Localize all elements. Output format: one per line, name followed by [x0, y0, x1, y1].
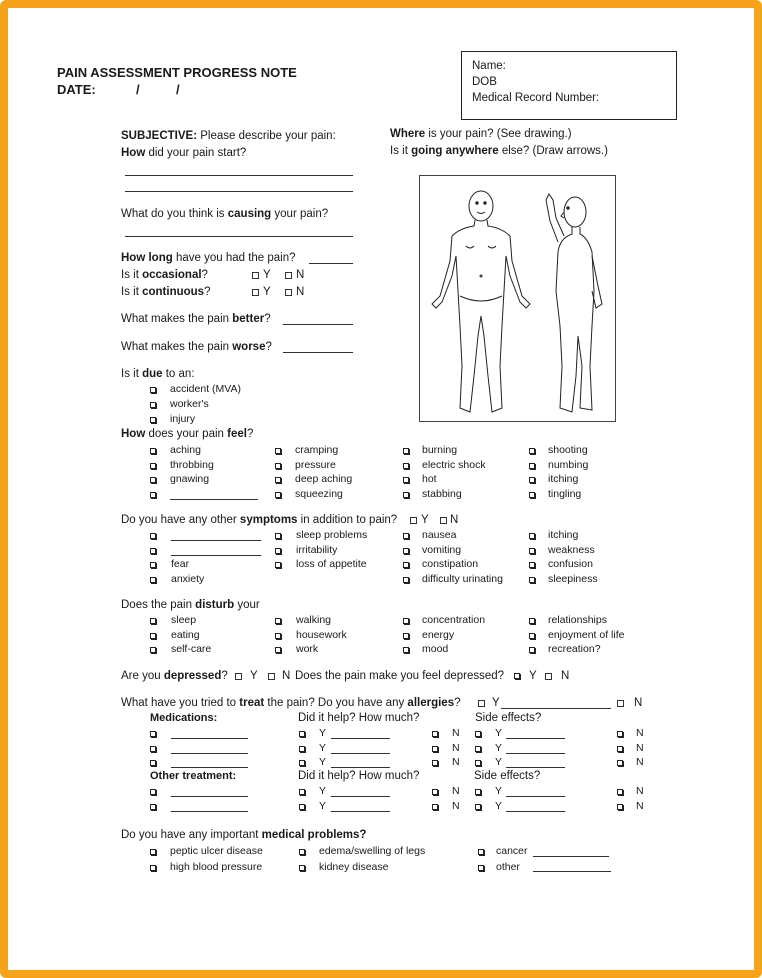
medication-side-line-1[interactable] — [506, 753, 565, 754]
feel-checkbox-1-0[interactable] — [150, 463, 156, 469]
feel-checkbox-0-3[interactable] — [529, 448, 535, 454]
how-start-text: did your pain start? — [145, 147, 247, 159]
other-treatment-name-line-0[interactable] — [171, 796, 248, 797]
continuous-no-label: N — [296, 286, 305, 298]
symptoms-option-2-1: loss of appetite — [296, 558, 367, 570]
disturb-option-1-0: eating — [171, 628, 200, 641]
feel-checkbox-3-0[interactable] — [150, 492, 156, 498]
feel-option-0-2: burning — [422, 444, 458, 456]
medical-option-1-2: other — [496, 860, 520, 873]
other-treatment-help-checkbox-1[interactable] — [299, 804, 305, 810]
disturb-option-1-1: housework — [296, 628, 347, 641]
due-option-workers: worker's — [170, 398, 209, 410]
medication-checkbox-0[interactable] — [150, 731, 156, 737]
due-bold: due — [142, 368, 163, 380]
medical-bold: medical problems? — [261, 829, 367, 841]
symptoms-text: in addition to pain? — [297, 514, 398, 526]
treat-bold: treat — [239, 697, 265, 709]
disturb-option-2-2: mood — [422, 643, 449, 655]
other-treatment-help-line-0[interactable] — [331, 796, 390, 797]
feel-checkbox-1-2[interactable] — [403, 463, 409, 469]
other-line[interactable] — [533, 871, 611, 872]
medication-side-line-0[interactable] — [506, 738, 565, 739]
other-treatment-help-no-checkbox-0[interactable] — [432, 789, 438, 795]
feel-bold: How — [121, 428, 146, 440]
medication-help-yes-0: Y — [319, 727, 327, 739]
where-bold: Where — [390, 128, 426, 140]
worse-line[interactable] — [283, 352, 353, 353]
disturb-checkbox-2-1[interactable] — [275, 647, 281, 653]
medication-side-no-checkbox-0[interactable] — [617, 731, 623, 737]
symptoms-checkbox-1-0[interactable] — [150, 548, 156, 554]
date-label: DATE: — [57, 82, 96, 97]
medication-side-checkbox-1[interactable] — [475, 746, 481, 752]
disturb-option-2-0: self-care — [171, 643, 212, 655]
medical-option-0-1: edema/swelling of legs — [319, 845, 426, 857]
symptoms-checkbox-1-3[interactable] — [529, 548, 535, 554]
symptoms-option-0-3: itching — [548, 529, 579, 541]
feel-option-2-0: gnawing — [170, 473, 210, 485]
subjective-heading — [121, 130, 336, 143]
symptoms-checkbox-2-2[interactable] — [403, 562, 409, 568]
medication-help-no-checkbox-2[interactable] — [432, 760, 438, 766]
medication-side-checkbox-2[interactable] — [475, 760, 481, 766]
how-long-line[interactable] — [309, 263, 353, 264]
medication-help-yes-2: Y — [319, 756, 327, 768]
medication-help-checkbox-1[interactable] — [299, 746, 305, 752]
depressed-bold: depressed — [163, 670, 222, 682]
medical-option-0-0: peptic ulcer disease — [170, 845, 263, 857]
how-start-bold: How — [121, 147, 146, 159]
feel-bold-2: feel — [227, 428, 247, 440]
symptoms-checkbox-2-1[interactable] — [275, 562, 281, 568]
symptoms-yes-checkbox[interactable] — [410, 517, 417, 524]
depressed-text: ? — [221, 670, 228, 682]
other-treatment-help-no-checkbox-1[interactable] — [432, 804, 438, 810]
allergies-no-checkbox[interactable] — [617, 700, 624, 707]
occasional-text: ? — [201, 269, 208, 281]
medical-option-0-2: cancer — [496, 845, 528, 857]
disturb-pre: Does the pain — [121, 599, 196, 611]
medication-side-checkbox-0[interactable] — [475, 731, 481, 737]
due-question — [121, 368, 195, 381]
symptoms-option-2-0: fear — [171, 558, 190, 570]
treat-question — [121, 697, 461, 710]
medication-help-checkbox-0[interactable] — [299, 731, 305, 737]
medical-checkbox-1-2[interactable] — [478, 865, 484, 871]
feel-option-3-1: squeezing — [295, 487, 343, 500]
medication-side-yes-1: Y — [495, 741, 503, 754]
medication-help-yes-1: Y — [319, 741, 327, 754]
disturb-checkbox-0-2[interactable] — [403, 618, 409, 624]
how-start-question — [121, 147, 246, 160]
medical-question — [121, 829, 366, 842]
occasional-bold: occasional — [142, 269, 202, 281]
treat-pre: What have you tried to — [121, 697, 240, 709]
medication-help-line-1[interactable] — [331, 753, 390, 754]
allergies-text: ? — [454, 697, 461, 709]
symptoms-no-checkbox[interactable] — [440, 517, 447, 524]
symptoms-option-3-3: sleepiness — [548, 572, 598, 585]
feel-option-2-2: hot — [422, 473, 437, 485]
where-text: is your pain? (See drawing.) — [425, 128, 572, 140]
disturb-checkbox-2-2[interactable] — [403, 647, 409, 653]
disturb-checkbox-2-3[interactable] — [529, 647, 535, 653]
symptoms-checkbox-1-1[interactable] — [275, 548, 281, 554]
body-front-icon — [420, 176, 615, 421]
symptoms-checkbox-1-2[interactable] — [403, 548, 409, 554]
symptoms-option-1-2: vomiting — [422, 543, 462, 556]
continuous-yes-label: Y — [263, 286, 271, 298]
medication-checkbox-2[interactable] — [150, 760, 156, 766]
depressed-no-label: N — [282, 670, 291, 682]
medication-help-no-1: N — [452, 741, 460, 754]
disturb-option-0-0: sleep — [171, 614, 197, 626]
disturb-option-1-2: energy — [422, 628, 455, 641]
symptoms-checkbox-3-0[interactable] — [150, 577, 156, 583]
other-treatment-side-line-0[interactable] — [506, 796, 565, 797]
allergies-bold: allergies — [407, 697, 455, 709]
allergies-yes-checkbox[interactable] — [478, 700, 485, 707]
feel-blank-line-3-0[interactable] — [170, 499, 258, 500]
symptoms-option-0-1: sleep problems — [296, 529, 368, 541]
disturb-option-0-1: walking — [296, 614, 332, 626]
dob-label: DOB — [472, 76, 497, 88]
going-pre: Is it — [390, 145, 412, 157]
disturb-checkbox-0-1[interactable] — [275, 618, 281, 624]
symptoms-bold: symptoms — [239, 514, 298, 526]
symptoms-pre: Do you have any other — [121, 514, 240, 526]
medication-side-no-checkbox-2[interactable] — [617, 760, 623, 766]
feel-option-1-2: electric shock — [422, 458, 486, 471]
depressed-yes-checkbox[interactable] — [235, 673, 242, 680]
due-option-injury: injury — [170, 413, 196, 425]
symptoms-option-1-1: irritability — [296, 543, 338, 556]
symptoms-checkbox-0-3[interactable] — [529, 533, 535, 539]
medication-side-no-2: N — [636, 756, 644, 768]
feel-option-1-1: pressure — [295, 458, 336, 471]
feel-checkbox-2-0[interactable] — [150, 477, 156, 483]
feel-checkbox-0-1[interactable] — [275, 448, 281, 454]
name-label: Name: — [472, 60, 506, 72]
symptoms-checkbox-0-2[interactable] — [403, 533, 409, 539]
medical-option-1-1: kidney disease — [319, 860, 389, 873]
disturb-checkbox-1-1[interactable] — [275, 633, 281, 639]
worse-bold: worse — [232, 341, 266, 353]
disturb-checkbox-0-3[interactable] — [529, 618, 535, 624]
feel-option-2-1: deep aching — [295, 473, 353, 485]
symptoms-blank-line-0-0[interactable] — [171, 540, 261, 541]
medication-help-checkbox-2[interactable] — [299, 760, 305, 766]
symptoms-option-1-3: weakness — [548, 543, 595, 556]
causing-question — [121, 208, 328, 221]
medications-help-header: Did it help? How much? — [298, 712, 420, 724]
other-treatment-side-line-1[interactable] — [506, 811, 565, 812]
symptoms-checkbox-2-3[interactable] — [529, 562, 535, 568]
depressed-pre: Are you — [121, 670, 164, 682]
disturb-option-2-3: recreation? — [548, 643, 601, 655]
pain-depressed-question: Does the pain make you feel depressed? — [295, 670, 505, 682]
pain-depressed-no-label: N — [561, 670, 570, 682]
symptoms-no-label: N — [450, 514, 459, 526]
medications-side-header: Side effects? — [475, 712, 542, 724]
date-slash-1: / — [136, 82, 140, 97]
medication-help-line-2[interactable] — [331, 767, 390, 768]
due-checkbox-injury[interactable] — [150, 417, 156, 423]
treat-text: the pain? Do you have any — [264, 697, 408, 709]
feel-text-2: ? — [246, 428, 254, 440]
disturb-option-1-3: enjoyment of life — [548, 628, 625, 641]
medication-side-no-checkbox-1[interactable] — [617, 746, 623, 752]
depressed-no-checkbox[interactable] — [268, 673, 275, 680]
symptoms-option-3-2: difficulty urinating — [422, 572, 503, 585]
other-treatment-label: Other treatment: — [150, 770, 237, 782]
medication-side-yes-2: Y — [495, 756, 503, 768]
subjective-text: Please describe your pain: — [197, 130, 336, 142]
continuous-question — [121, 286, 210, 299]
feel-option-0-1: cramping — [295, 444, 339, 456]
allergies-yes-label: Y — [492, 697, 500, 709]
disturb-checkbox-1-0[interactable] — [150, 633, 156, 639]
occasional-no-checkbox[interactable] — [285, 272, 292, 279]
better-pre: What makes the pain — [121, 313, 233, 325]
medical-option-1-0: high blood pressure — [170, 860, 263, 873]
disturb-checkbox-1-2[interactable] — [403, 633, 409, 639]
medication-help-no-0: N — [452, 727, 460, 739]
worse-question — [121, 341, 272, 354]
symptoms-option-2-3: confusion — [548, 558, 593, 570]
causing-line[interactable] — [125, 236, 353, 237]
feel-option-3-3: tingling — [548, 487, 582, 500]
symptoms-blank-line-1-0[interactable] — [171, 555, 261, 556]
due-checkbox-accident[interactable] — [150, 387, 156, 393]
pain-depressed-yes-checkbox[interactable] — [514, 673, 520, 679]
how-long-text: have you had the pain? — [172, 252, 296, 264]
how-long-question — [121, 252, 296, 265]
medical-checkbox-0-0[interactable] — [150, 849, 156, 855]
feel-option-1-3: numbing — [548, 458, 589, 471]
allergies-line[interactable] — [501, 708, 611, 709]
form-title: PAIN ASSESSMENT PROGRESS NOTE — [57, 65, 297, 80]
disturb-checkbox-1-3[interactable] — [529, 633, 535, 639]
continuous-yes-checkbox[interactable] — [252, 289, 259, 296]
disturb-bold: disturb — [195, 599, 235, 611]
disturb-checkbox-2-0[interactable] — [150, 647, 156, 653]
other-treatment-help-no-1: N — [452, 799, 460, 812]
medical-checkbox-0-1[interactable] — [299, 849, 305, 855]
other-treatment-side-header: Side effects? — [474, 770, 541, 782]
mrn-label: Medical Record Number: — [472, 92, 600, 104]
other-treatment-name-line-1[interactable] — [171, 811, 248, 812]
symptoms-option-3-0: anxiety — [171, 572, 205, 585]
symptoms-checkbox-3-3[interactable] — [529, 577, 535, 583]
feel-checkbox-2-2[interactable] — [403, 477, 409, 483]
occasional-no-label: N — [296, 269, 305, 281]
other-treatment-help-checkbox-0[interactable] — [299, 789, 305, 795]
where-question — [390, 128, 572, 141]
cancer-line[interactable] — [533, 856, 609, 857]
other-treatment-side-checkbox-1[interactable] — [475, 804, 481, 810]
other-treatment-checkbox-0[interactable] — [150, 789, 156, 795]
body-diagram[interactable] — [419, 175, 616, 422]
worse-text: ? — [265, 341, 272, 353]
causing-pre: What do you think is — [121, 208, 228, 220]
feel-checkbox-1-3[interactable] — [529, 463, 535, 469]
medications-label: Medications: — [150, 712, 218, 724]
other-treatment-side-checkbox-0[interactable] — [475, 789, 481, 795]
medication-help-no-2: N — [452, 756, 460, 768]
feel-option-0-0: aching — [170, 444, 201, 456]
depressed-yes-label: Y — [250, 670, 258, 682]
feel-checkbox-1-1[interactable] — [275, 463, 281, 469]
medication-side-yes-0: Y — [495, 727, 503, 739]
medication-help-no-checkbox-1[interactable] — [432, 746, 438, 752]
feel-checkbox-3-1[interactable] — [275, 492, 281, 498]
allergies-no-label: N — [634, 697, 643, 709]
feel-checkbox-3-3[interactable] — [529, 492, 535, 498]
symptoms-checkbox-3-2[interactable] — [403, 577, 409, 583]
feel-checkbox-2-1[interactable] — [275, 477, 281, 483]
feel-text: does your pain — [145, 428, 228, 440]
better-bold: better — [232, 313, 265, 325]
feel-option-2-3: itching — [548, 473, 579, 485]
occasional-yes-checkbox[interactable] — [252, 272, 259, 279]
medication-checkbox-1[interactable] — [150, 746, 156, 752]
symptoms-option-0-2: nausea — [422, 529, 457, 541]
due-checkbox-workers[interactable] — [150, 402, 156, 408]
medication-name-line-2[interactable] — [171, 767, 248, 768]
other-treatment-help-no-0: N — [452, 785, 460, 797]
disturb-question — [121, 599, 260, 612]
other-treatment-help-yes-0: Y — [319, 785, 327, 797]
other-treatment-side-no-0: N — [636, 785, 644, 797]
symptoms-checkbox-0-1[interactable] — [275, 533, 281, 539]
symptoms-question — [121, 514, 397, 527]
feel-checkbox-0-0[interactable] — [150, 448, 156, 454]
worse-pre: What makes the pain — [121, 341, 233, 353]
occasional-yes-label: Y — [263, 269, 271, 281]
medication-name-line-1[interactable] — [171, 753, 248, 754]
other-treatment-side-no-checkbox-0[interactable] — [617, 789, 623, 795]
continuous-pre: Is it — [121, 286, 143, 298]
causing-text: your pain? — [271, 208, 329, 220]
occasional-question — [121, 269, 208, 282]
subjective-bold: SUBJECTIVE: — [121, 130, 198, 142]
disturb-option-0-2: concentration — [422, 614, 486, 626]
going-question — [390, 145, 608, 158]
how-long-bold: How long — [121, 252, 173, 264]
feel-option-0-3: shooting — [548, 444, 588, 456]
medication-name-line-0[interactable] — [171, 738, 248, 739]
pain-depressed-no-checkbox[interactable] — [545, 673, 552, 680]
causing-bold: causing — [227, 208, 272, 220]
feel-checkbox-0-2[interactable] — [403, 448, 409, 454]
symptoms-checkbox-0-0[interactable] — [150, 533, 156, 539]
feel-question — [121, 428, 253, 441]
medication-side-no-0: N — [636, 727, 644, 739]
medical-checkbox-1-0[interactable] — [150, 865, 156, 871]
better-question — [121, 313, 271, 326]
disturb-option-0-3: relationships — [548, 614, 607, 626]
symptoms-yes-label: Y — [421, 514, 429, 526]
going-text: else? (Draw arrows.) — [498, 145, 608, 157]
date-slash-2: / — [176, 82, 180, 97]
medical-checkbox-0-2[interactable] — [478, 849, 484, 855]
continuous-no-checkbox[interactable] — [285, 289, 292, 296]
how-start-line-2[interactable] — [125, 191, 353, 192]
feel-checkbox-3-2[interactable] — [403, 492, 409, 498]
disturb-text: your — [234, 599, 260, 611]
other-treatment-help-line-1[interactable] — [331, 811, 390, 812]
occasional-pre: Is it — [121, 269, 143, 281]
pain-depressed-yes-label: Y — [529, 670, 537, 682]
symptoms-option-2-2: constipation — [422, 558, 479, 570]
feel-option-3-2: stabbing — [422, 487, 462, 500]
other-treatment-help-yes-1: Y — [319, 799, 327, 812]
medical-pre: Do you have any important — [121, 829, 262, 841]
due-pre: Is it — [121, 368, 143, 380]
medication-side-no-1: N — [636, 741, 644, 754]
other-treatment-checkbox-1[interactable] — [150, 804, 156, 810]
disturb-option-2-1: work — [296, 643, 319, 655]
continuous-text: ? — [204, 286, 211, 298]
disturb-checkbox-0-0[interactable] — [150, 618, 156, 624]
medical-checkbox-1-1[interactable] — [299, 865, 305, 871]
depressed-question — [121, 670, 228, 683]
continuous-bold: continuous — [142, 286, 205, 298]
other-treatment-side-no-1: N — [636, 799, 644, 812]
how-start-line-1[interactable] — [125, 175, 353, 176]
medication-help-no-checkbox-0[interactable] — [432, 731, 438, 737]
feel-option-1-0: throbbing — [170, 458, 214, 471]
going-bold: going anywhere — [411, 145, 499, 157]
better-text: ? — [264, 313, 271, 325]
due-option-accident: accident (MVA) — [170, 383, 241, 395]
other-treatment-side-yes-0: Y — [495, 785, 503, 797]
patient-info-box[interactable] — [461, 51, 677, 120]
due-text: to an: — [162, 368, 195, 380]
medication-help-line-0[interactable] — [331, 738, 390, 739]
feel-checkbox-2-3[interactable] — [529, 477, 535, 483]
better-line[interactable] — [283, 324, 353, 325]
other-treatment-help-header: Did it help? How much? — [298, 770, 420, 782]
other-treatment-side-no-checkbox-1[interactable] — [617, 804, 623, 810]
other-treatment-side-yes-1: Y — [495, 799, 503, 812]
symptoms-checkbox-2-0[interactable] — [150, 562, 156, 568]
medication-side-line-2[interactable] — [506, 767, 565, 768]
